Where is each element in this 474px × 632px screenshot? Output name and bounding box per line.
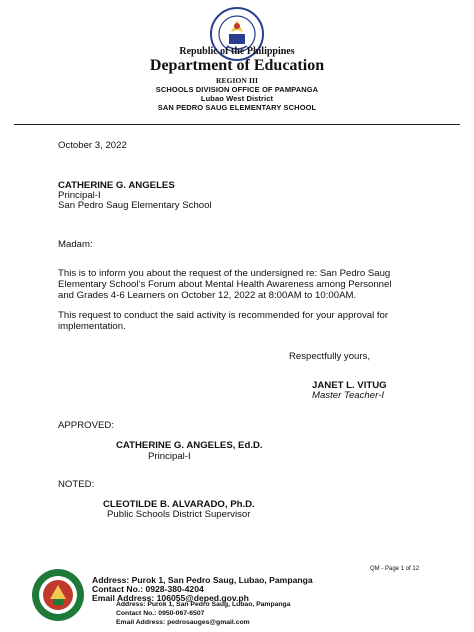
noter-name: CLEOTILDE B. ALVARADO, Ph.D. [103,499,255,510]
paragraph-2-line-2: implementation. [58,321,126,332]
school-logo-icon [30,567,86,623]
paragraph-1-line-3: and Grades 4-6 Learners on October 12, 2022 at 8:00AM to 10:00AM. [58,290,357,301]
region-text: REGION III [215,76,259,85]
salutation: Madam: [58,239,93,250]
sender-name: JANET L. VITUG [312,380,387,391]
noter-title: Public Schools District Supervisor [107,509,251,520]
footer-email: Email Address: 106055@deped.gov.ph [92,593,249,603]
sender-title: Master Teacher-I [312,390,384,401]
paragraph-2-line-1: This request to conduct the said activity is recommended for your approval for [58,310,389,321]
approved-label: APPROVED: [58,420,114,431]
closing-text: Respectfully yours, [289,351,371,362]
header-divider [14,124,460,125]
republic-text: Republic of the Philippines [179,46,295,57]
paragraph-1-line-2: Elementary School’s Forum about Mental Health Awareness among Personnel [58,279,392,290]
district-text: Lubao West District [200,94,274,103]
approver-title: Principal-I [148,451,191,462]
footer-contact-2: Contact No.: 0950-067-6507 [116,610,205,617]
footer-contact: Contact No.: 0928-380-4204 [92,584,204,594]
page-info: QM - Page 1 of 12 [370,566,420,572]
letter-date: October 3, 2022 [58,140,127,151]
school-text: SAN PEDRO SAUG ELEMENTARY SCHOOL [157,103,317,112]
division-text: SCHOOLS DIVISION OFFICE OF PAMPANGA [155,85,319,94]
noted-label: NOTED: [58,479,95,490]
department-title: Department of Education [149,57,325,74]
paragraph-1-line-1: This is to inform you about the request of the undersigned re: San Pedro Saug [58,268,391,279]
footer-address: Address: Purok 1, San Pedro Saug, Lubao, Pampanga [92,575,313,585]
recipient-school: San Pedro Saug Elementary School [58,200,212,211]
footer-email-2: Email Address: pedrosauges@gmail.com [116,619,250,626]
approver-name: CATHERINE G. ANGELES, Ed.D. [116,440,263,451]
footer-address-2: Address: Purok 1, San Pedro Saug, Lubao, Pampanga [116,601,291,608]
recipient-title: Principal-I [58,190,101,201]
recipient-name: CATHERINE G. ANGELES [58,180,175,191]
